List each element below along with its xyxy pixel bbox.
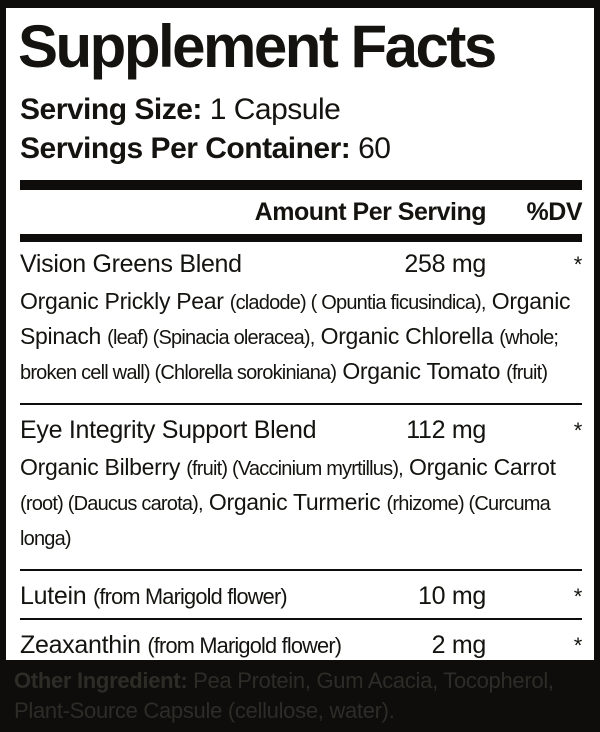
text-segment: Lutein: [20, 582, 93, 610]
text-segment: Organic Tomato: [336, 358, 507, 384]
nutrient-name: [20, 250, 404, 279]
text-segment: Eye Integrity Support Blend: [20, 416, 317, 444]
servings-per-container-label: Servings Per Container:: [20, 132, 351, 165]
facts-panel: [6, 8, 594, 660]
amount-per-serving-header: Amount Per Serving: [254, 198, 486, 226]
other-ingredients: [6, 662, 594, 730]
nutrient-dv: *: [573, 418, 582, 443]
text-segment: Organic Carrot: [402, 454, 556, 480]
column-header-row: [20, 190, 582, 234]
nutrient-amount: 112 mg: [406, 416, 486, 444]
text-segment: Vision Greens Blend: [20, 250, 242, 278]
servings-per-container-line: [20, 129, 582, 168]
text-segment: (fruit): [506, 362, 548, 384]
text-segment: (rhizome) (Curcuma longa): [20, 493, 550, 550]
serving-size-label: Serving Size:: [20, 93, 202, 126]
text-segment: Zeaxanthin: [20, 631, 148, 659]
text-segment: (from Marigold flower): [92, 584, 287, 609]
text-segment: (root) (Daucus carota),: [20, 493, 203, 515]
nutrient-name: [20, 582, 418, 611]
thin-rule: [20, 403, 582, 405]
nutrient-description: [20, 449, 582, 566]
nutrient-row-eye-integrity: [20, 408, 582, 449]
percent-dv-header: %DV: [526, 198, 582, 226]
text-segment: Organic Spinach: [20, 288, 571, 349]
serving-size-value: 1 Capsule: [201, 93, 341, 126]
other-ingredients-text: Pea Protein, Gum Acacia, Tocopherol, Plant-Source Capsule (cellulose, water).: [14, 668, 554, 723]
nutrient-amount: 10 mg: [418, 582, 486, 610]
text-segment: Organic Turmeric: [202, 489, 387, 515]
nutrient-amount: 258 mg: [404, 250, 486, 278]
text-segment: Organic Chlorella: [314, 323, 500, 349]
text-segment: Organic Bilberry: [20, 454, 187, 480]
text-segment: (fruit) (Vaccinium myrtillus),: [186, 458, 403, 480]
nutrient-description: [20, 283, 582, 400]
text-segment: (leaf) (Spinacia oleracea),: [107, 327, 315, 349]
text-segment: (cladode) ( Opuntia ficusindica),: [229, 292, 486, 314]
nutrient-row-vision-greens: [20, 242, 582, 283]
thin-rule: [20, 569, 582, 571]
serving-size-line: [20, 90, 582, 129]
nutrient-dv: *: [573, 584, 582, 609]
nutrient-name: [20, 416, 406, 445]
nutrient-amount: 2 mg: [431, 631, 486, 659]
text-segment: Organic Prickly Pear: [20, 288, 230, 314]
panel-title: Supplement Facts: [18, 13, 495, 80]
thick-rule-top: [20, 180, 582, 190]
nutrient-row-lutein: [20, 574, 582, 615]
servings-per-container-value: 60: [350, 132, 391, 165]
nutrient-dv: *: [573, 633, 582, 658]
thin-rule: [20, 618, 582, 620]
nutrient-dv: *: [573, 252, 582, 277]
other-ingredients-label: Other Ingredient:: [14, 668, 188, 693]
nutrient-name: [20, 631, 432, 660]
text-segment: (from Marigold flower): [147, 633, 342, 658]
medium-rule-header: [20, 234, 582, 242]
nutrient-row-zeaxanthin: [20, 623, 582, 660]
text-segment: (whole; broken cell wall) (Chlorella sorokiniana): [20, 327, 559, 384]
